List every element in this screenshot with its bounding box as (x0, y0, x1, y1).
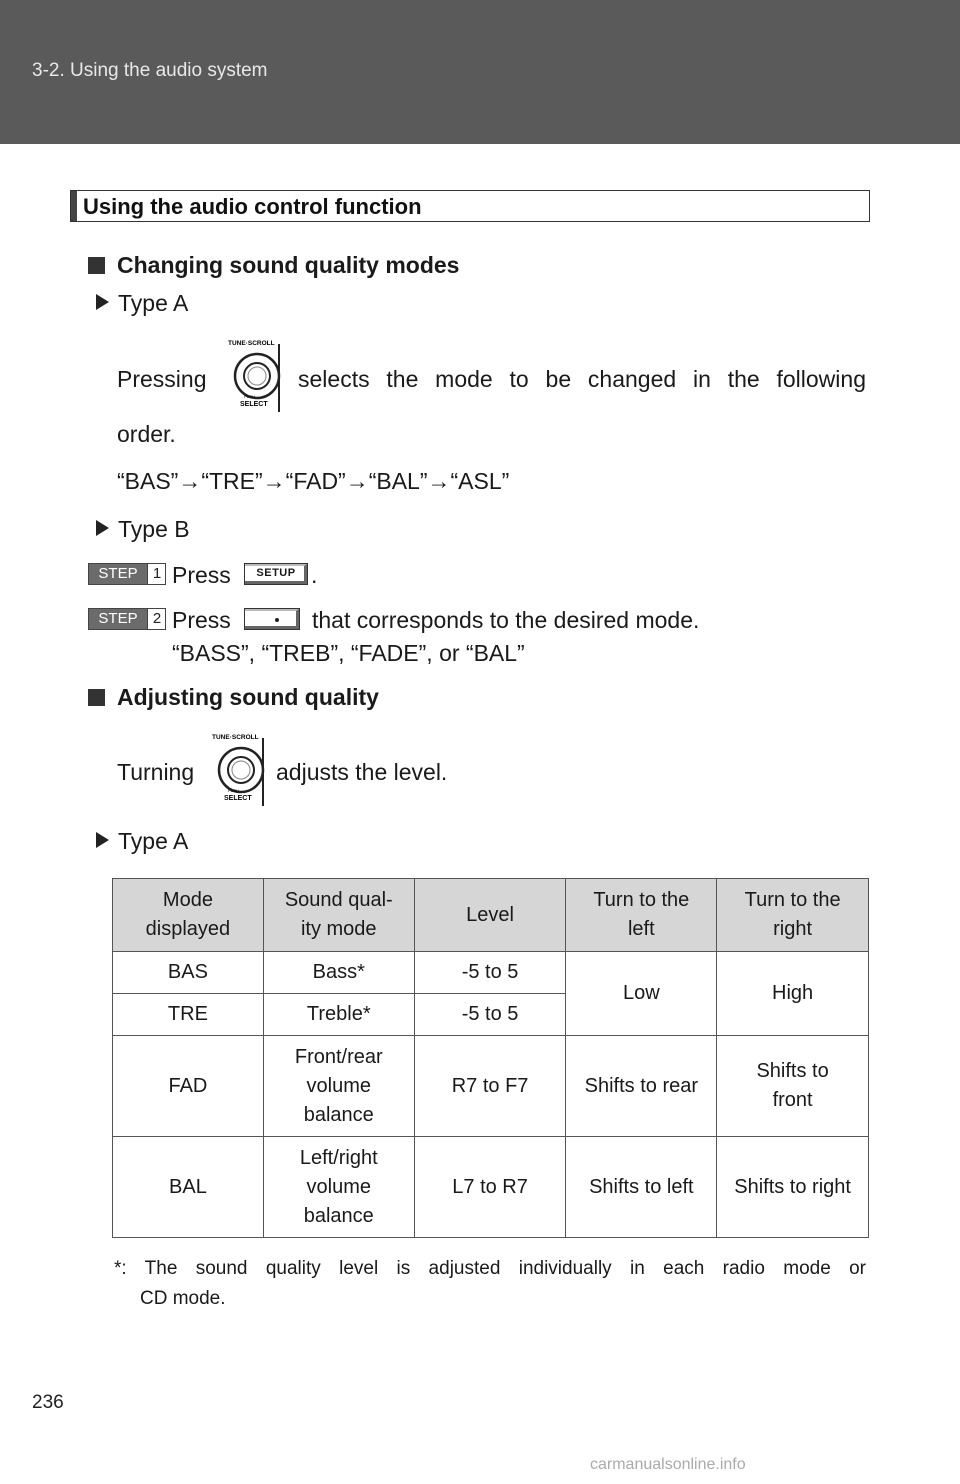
cell-turn-left: Shifts to rear (566, 1036, 717, 1137)
subheading-text: Changing sound quality modes (117, 252, 460, 278)
subheading-text: Adjusting sound quality (117, 684, 379, 710)
section-title: Using the audio control function (83, 194, 422, 219)
page-header (0, 0, 960, 144)
footnote-line-2: CD mode. (140, 1288, 226, 1309)
square-bullet-icon (88, 257, 105, 274)
knob-push-label: PUSH (244, 394, 256, 399)
table-header-row (113, 879, 869, 952)
type-a-label (96, 290, 188, 317)
triangle-arrow-icon (96, 520, 109, 536)
cell-turn-right: Shifts to right (717, 1137, 869, 1238)
cell-level: R7 to F7 (414, 1036, 566, 1137)
header-mode-displayed: Mode displayed (113, 879, 264, 952)
subheading-changing-modes (88, 252, 459, 279)
cell-mode: BAS (113, 952, 264, 994)
header-turn-left: Turn to the left (566, 879, 717, 952)
type-b-label (96, 516, 190, 543)
cell-turn-left: Shifts to left (566, 1137, 717, 1238)
type-a-label-2 (96, 828, 188, 855)
header-turn-right: Turn to the right (717, 879, 869, 952)
header-level: Level (414, 879, 566, 952)
mode-sequence-text: “BAS”→“TRE”→“FAD”→“BAL”→“ASL” (117, 468, 510, 494)
type-a-text: Type A (118, 828, 189, 854)
cell-mode: BAL (113, 1137, 264, 1238)
table-row (113, 1036, 869, 1137)
triangle-arrow-icon (96, 832, 109, 848)
cell-level: -5 to 5 (414, 952, 566, 994)
cell-quality: Bass* (263, 952, 414, 994)
page-number: 236 (32, 1392, 64, 1413)
setup-key-label: SETUP (256, 567, 296, 579)
preset-dot-icon (275, 618, 279, 622)
adjusts-text: adjusts the level. (276, 759, 448, 785)
cell-turn-left-merged: Low (566, 952, 717, 1036)
step-2-modes-text: “BASS”, “TREB”, “FADE”, or “BAL” (172, 640, 525, 666)
cell-quality: Left/right volume balance (263, 1137, 414, 1238)
footnote (114, 1254, 866, 1314)
cell-turn-right: Shifts to front (717, 1036, 869, 1137)
step-1-badge (88, 563, 166, 585)
cell-turn-right-merged: High (717, 952, 869, 1036)
header-section-label: 3-2. Using the audio system (32, 60, 268, 81)
step-1-press-text: Press (172, 562, 231, 588)
order-text: order. (117, 421, 176, 447)
step-2-rest-text: that corresponds to the desired mode. (312, 607, 700, 633)
subheading-adjusting-quality (88, 684, 379, 711)
knob-select-label: SELECT (224, 795, 252, 802)
step-1-period: . (311, 562, 318, 588)
knob-push-label: PUSH (228, 788, 240, 793)
knob-top-label: TUNE·SCROLL (212, 734, 259, 741)
key-shade (245, 609, 299, 629)
cell-level: -5 to 5 (414, 994, 566, 1036)
knob-top-label: TUNE·SCROLL (228, 340, 275, 347)
cell-mode: TRE (113, 994, 264, 1036)
type-b-text: Type B (118, 516, 190, 542)
tune-scroll-knob-icon (222, 336, 292, 416)
section-heading-bar (71, 191, 77, 221)
turning-text: Turning (117, 759, 195, 785)
cell-quality: Front/rear volume balance (263, 1036, 414, 1137)
sound-quality-table (112, 878, 869, 1238)
setup-button[interactable] (244, 563, 308, 585)
cell-quality: Treble* (263, 994, 414, 1036)
cell-level: L7 to R7 (414, 1137, 566, 1238)
tune-scroll-knob-icon (206, 730, 276, 810)
footnote-line-1: *: The sound quality level is adjusted individually in each radio mode or (114, 1258, 866, 1279)
step-badge-label: STEP (89, 564, 147, 584)
step-badge-number: 1 (147, 564, 166, 584)
cell-mode: FAD (113, 1036, 264, 1137)
triangle-arrow-icon (96, 294, 109, 310)
type-a-text: Type A (118, 290, 189, 316)
preset-button[interactable] (244, 608, 300, 630)
step-badge-number: 2 (147, 609, 166, 629)
step-2-badge (88, 608, 166, 630)
square-bullet-icon (88, 689, 105, 706)
header-sound-quality-mode: Sound qual- ity mode (263, 879, 414, 952)
step-2-press-text: Press (172, 607, 231, 633)
watermark: carmanualsonline.info (590, 1456, 746, 1473)
table-row (113, 952, 869, 994)
step-badge-label: STEP (89, 609, 147, 629)
selects-text: selects the mode to be changed in the following (298, 366, 866, 392)
section-heading-box (70, 190, 870, 222)
knob-select-label: SELECT (240, 401, 268, 408)
pressing-text: Pressing (117, 366, 207, 392)
table-row (113, 1137, 869, 1238)
